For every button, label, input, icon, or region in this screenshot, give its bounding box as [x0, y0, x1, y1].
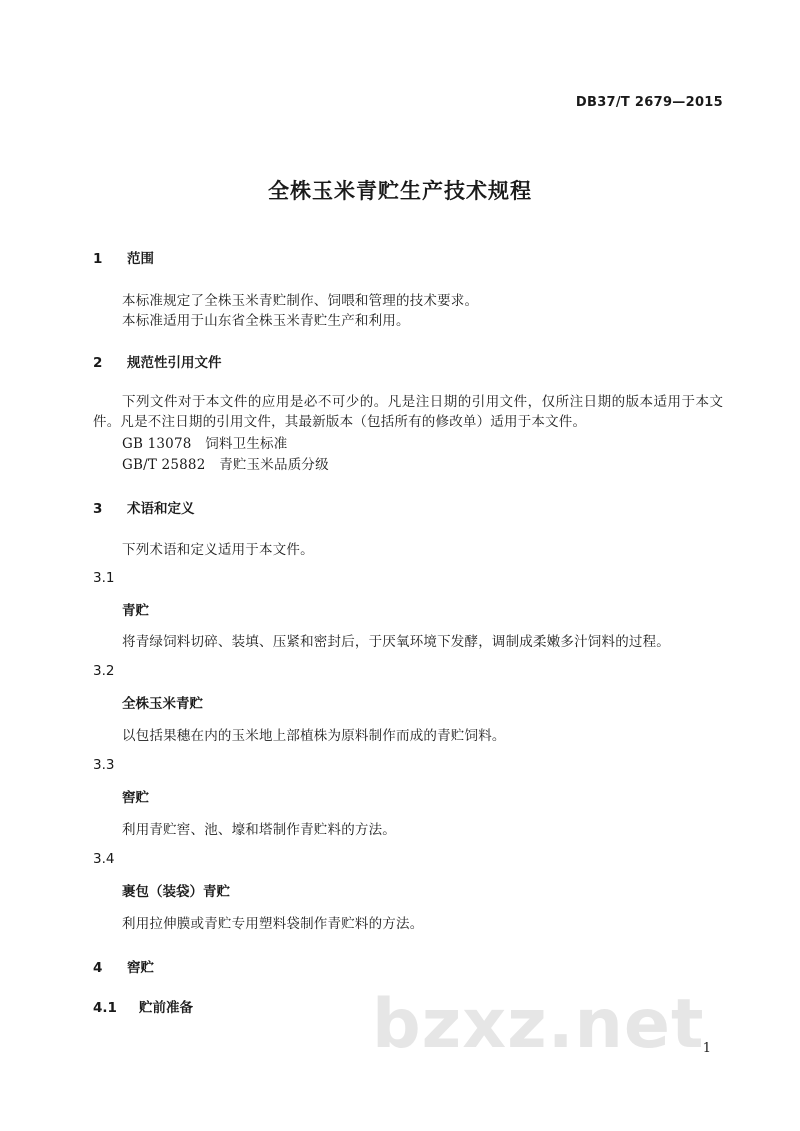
term-definition: 将青绿饲料切碎、装填、压紧和密封后，于厌氧环境下发酵，调制成柔嫩多汁饲料的过程。	[122, 634, 670, 650]
section-number: 3	[93, 501, 103, 517]
section-number: 4	[93, 960, 103, 976]
paragraph: 本标准规定了全株玉米青贮制作、饲喂和管理的技术要求。	[122, 293, 479, 309]
reference-item: GB/T 25882 青贮玉米品质分级	[122, 457, 329, 473]
section-heading-terms	[93, 497, 195, 517]
section-title: 窖贮	[127, 960, 154, 976]
subsection-title: 贮前准备	[139, 1000, 193, 1016]
term-definition: 利用拉伸膜或青贮专用塑料袋制作青贮料的方法。	[122, 916, 424, 932]
section-title: 范围	[127, 251, 154, 267]
section-number: 1	[93, 251, 103, 267]
subsection-number: 4.1	[93, 1000, 117, 1016]
section-title: 规范性引用文件	[127, 355, 222, 371]
standard-code: DB37/T 2679—2015	[575, 95, 723, 110]
term-name: 青贮	[122, 603, 149, 619]
section-title: 术语和定义	[127, 501, 195, 517]
paragraph: 本标准适用于山东省全株玉米青贮生产和利用。	[122, 313, 410, 329]
term-number: 3.2	[93, 663, 115, 679]
section-number: 2	[93, 355, 103, 371]
term-definition: 利用青贮窖、池、壕和塔制作青贮料的方法。	[122, 822, 396, 838]
document-title: 全株玉米青贮生产技术规程	[268, 179, 532, 203]
term-number: 3.1	[93, 570, 115, 586]
term-name: 窖贮	[122, 790, 149, 806]
section-heading-normative-references	[93, 351, 222, 371]
watermark-text: bzxz.net	[372, 985, 705, 1064]
subsection-heading-preparation	[93, 996, 193, 1016]
term-name: 裹包（装袋）青贮	[122, 884, 230, 900]
paragraph: 下列术语和定义适用于本文件。	[122, 542, 314, 558]
paragraph-line: 件。凡是不注日期的引用文件，其最新版本（包括所有的修改单）适用于本文件。	[93, 414, 587, 430]
term-definition: 以包括果穗在内的玉米地上部植株为原料制作而成的青贮饲料。	[122, 728, 506, 744]
term-number: 3.4	[93, 851, 115, 867]
term-number: 3.3	[93, 757, 115, 773]
term-name: 全株玉米青贮	[122, 696, 203, 712]
reference-item: GB 13078 饲料卫生标准	[122, 436, 288, 452]
section-heading-scope	[93, 247, 154, 267]
paragraph-line: 下列文件对于本文件的应用是必不可少的。凡是注日期的引用文件，仅所注日期的版本适用于本文	[122, 394, 723, 410]
page-number: 1	[702, 1041, 711, 1056]
section-heading-cellar-silage	[93, 956, 154, 976]
